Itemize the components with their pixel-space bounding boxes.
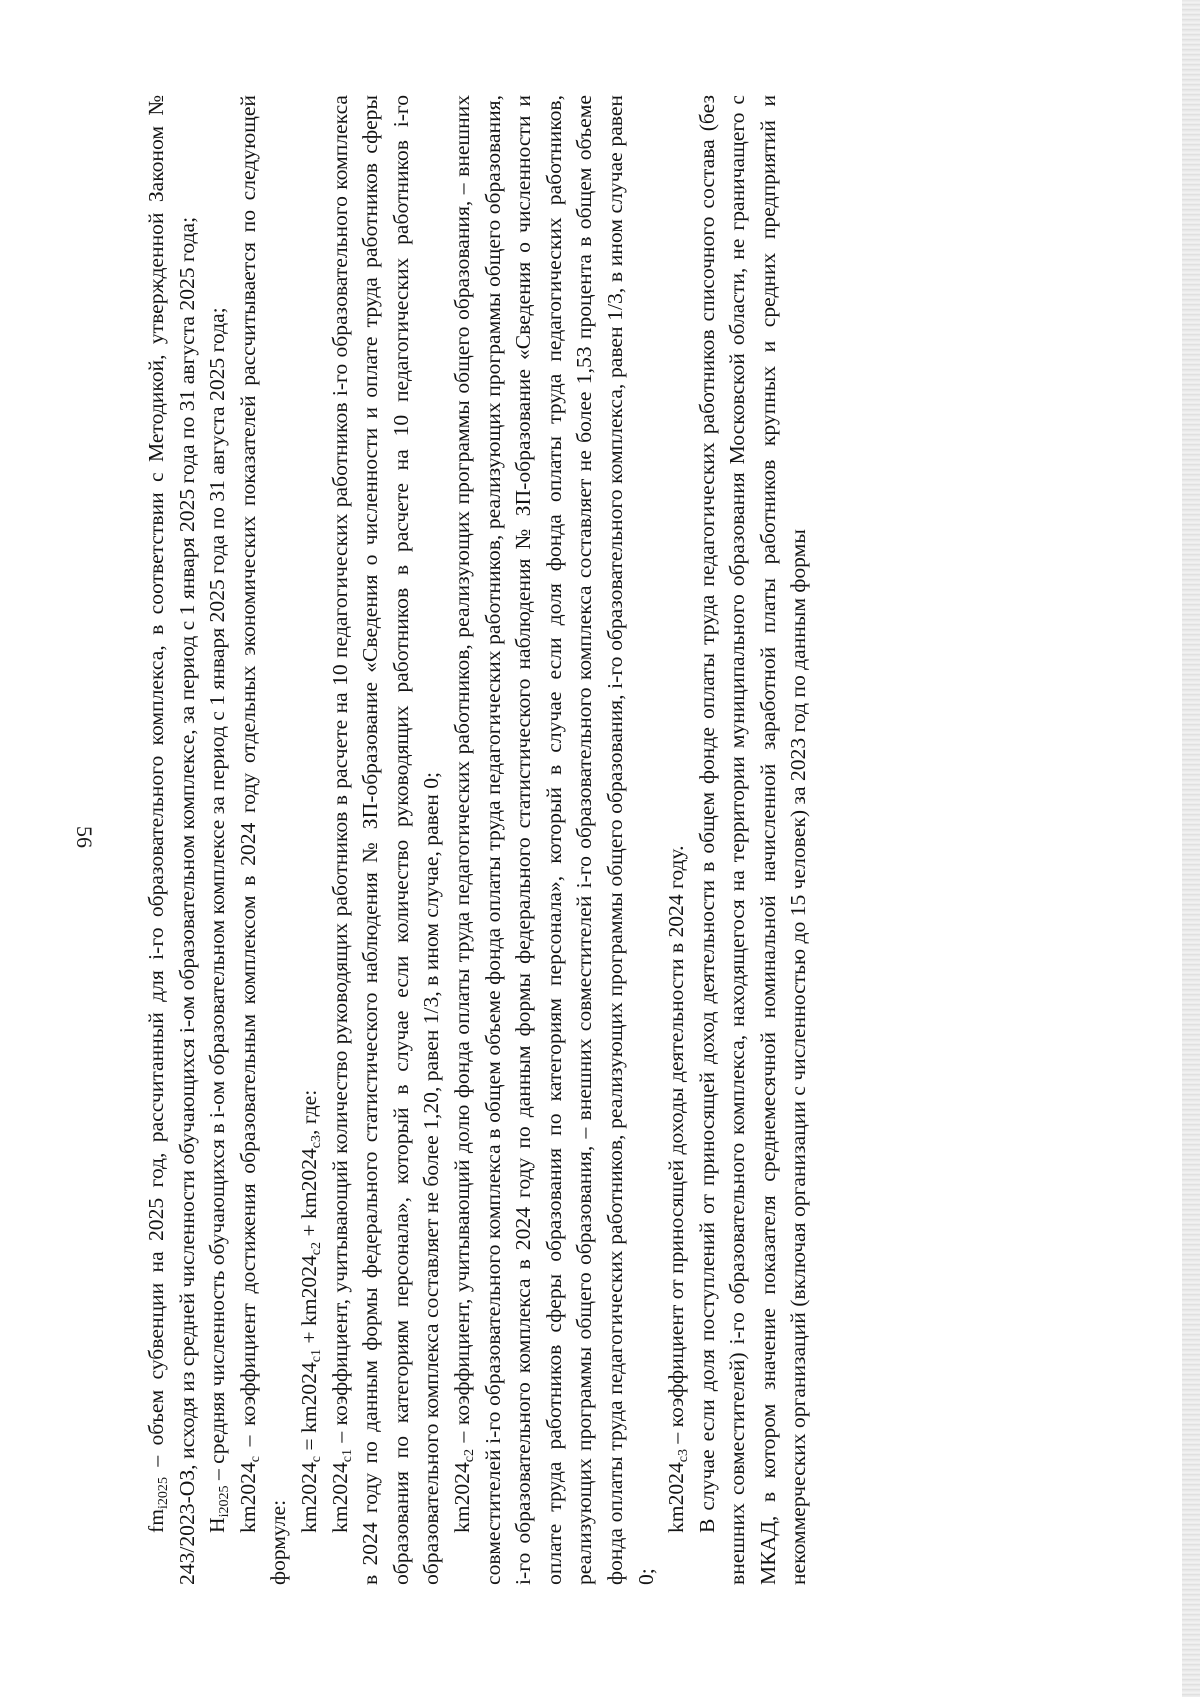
paragraph-km-c-text: – коэффициент достижения образовательным комплексом в 2024 году отдельных экономических показателей рассчитывается по следующей формуле: — [235, 95, 291, 1585]
symbol-km-c3: km2024 — [664, 1462, 689, 1533]
paragraph-km-c — [233, 95, 294, 1585]
symbol-km-c: km2024 — [235, 1462, 260, 1533]
symbol-n: Н — [205, 1517, 230, 1533]
formula-term3: + km2024 — [296, 1148, 321, 1242]
paragraph-km-c2 — [447, 95, 661, 1585]
paragraph-km-c1 — [325, 95, 447, 1585]
paragraph-km-c3-text: – коэффициент от приносящей доходы деятельности в 2024 году. — [664, 845, 689, 1449]
formula-lhs: km2024 — [296, 1462, 321, 1533]
symbol-n-subscript: i2025 — [216, 1485, 233, 1518]
paragraph-income-share: В случае если доля поступлений от приносящей доход деятельности в общем фонде оплаты труда педагогических работников списочного состава (без внешних совместителей) i-го образовательного комплекса, находящегося на территории муниципального образования Московской области, не граничащего с МКАД, в котором значение показателя среднемесячной номинальной начисленной заработной платы работников крупных и средних предприятий и некоммерческих организаций (включая организации с численностью до 15 человек) за 2023 год по данным формы — [694, 95, 811, 1585]
symbol-km-c2-subscript: c2 — [460, 1448, 477, 1463]
symbol-fm: fm — [144, 1509, 168, 1533]
symbol-km-c3-subscript: c3 — [675, 1448, 692, 1463]
scan-edge — [1182, 0, 1200, 1697]
paragraph-fm-text: – объем субвенции на 2025 год, рассчитанный для i-го образовательного комплекса, в соответствии с Методикой, утвержденной Законом № 243/2023-ОЗ, исходя из средней численности обучающихся i-ом образовательном комплексе, за период с 1 января 2025 года по 31 августа 2025 года; — [144, 95, 199, 1585]
document-body — [141, 95, 814, 1585]
formula-term1: = km2024 — [296, 1362, 321, 1456]
formula-term3-subscript: c3 — [307, 1134, 324, 1149]
symbol-km-c2: km2024 — [449, 1462, 474, 1533]
paragraph-fm — [141, 95, 202, 1585]
paragraph-km-c3 — [661, 95, 692, 1585]
paragraph-km-c1-text: – коэффициент, учитывающий количество руководящих работников в расчете на 10 педагогических работников i-го образовательного комплекса в 2024 году по данным формы федерального статистического наблюдения № ЗП-образование «Сведения о численности и оплате труда работников сферы образования по категориям персонала», который в случае если количество руководящих работников в расчете на 10 педагогических работников i-го образовательного комплекса составляет не более 1,20, равен 1/3, в ином случае, равен 0; — [327, 95, 444, 1585]
formula-term2-subscript: c2 — [307, 1241, 324, 1256]
paragraph-n-text: – средняя численность обучающихся в i-ом образовательном комплексе за период с 1 января 2025 года по 31 августа 2025 года; — [205, 307, 230, 1486]
formula-lhs-subscript: c — [307, 1455, 324, 1463]
symbol-km-c1-subscript: c1 — [338, 1448, 355, 1463]
symbol-km-c-subscript: c — [246, 1455, 263, 1463]
paragraph-km-c2-text: – коэффициент, учитывающий долю фонда оплаты труда педагогических работников, реализующих программы общего образования, – внешних совместителей i-го образовательного комплекса в общем объеме фонда оплаты труда педагогических работников, реализующих программы общего образования, i-го образовательного комплекса в 2024 году по данным формы федерального статистического наблюдения № ЗП-образование «Сведения о численности и оплате труда работников сферы образования по категориям персонала», который в случае если доля фонда оплаты труда педагогических работников, реализующих программы общего образования, – внешних совместителей i-го образовательного комплекса составляет не более 1,53 процента в общем объеме фонда оплаты труда педагогических работников, реализующих программы общего образования, i-го образовательного комплекса, равен 1/3, в ином случае равен 0; — [449, 95, 658, 1585]
formula-term2: + km2024 — [296, 1255, 321, 1349]
page-number: 56 — [72, 826, 97, 848]
paragraph-n — [202, 95, 233, 1585]
symbol-fm-subscript: i2025 — [154, 1477, 171, 1509]
formula — [294, 95, 325, 1585]
rotated-page-content — [141, 95, 1041, 1585]
formula-tail: , где: — [296, 1089, 321, 1135]
formula-term1-subscript: c1 — [307, 1348, 324, 1363]
symbol-km-c1: km2024 — [327, 1462, 352, 1533]
